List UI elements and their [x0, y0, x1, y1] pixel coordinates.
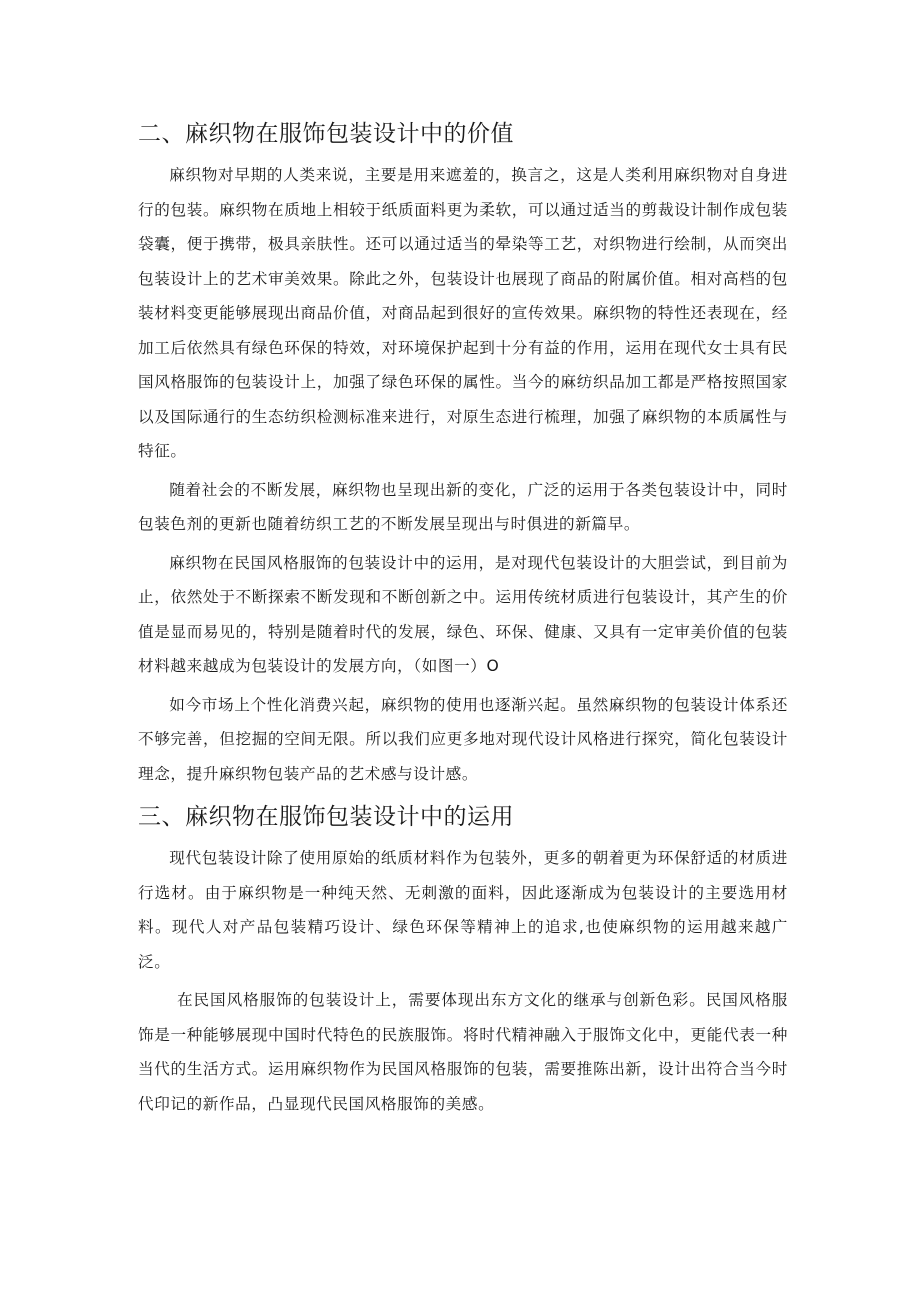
section-2-paragraph-1: 麻织物对早期的人类来说，主要是用来遮羞的，换言之，这是人类利用麻织物对自身进行的包装。麻织物在质地上相较于纸质面料更为柔软，可以通过适当的剪裁设计制作成包装袋囊，便于携带，极具亲肤性。还可以通过适当的晕染等工艺，对织物进行绘制，从而突出包装设计上的艺术审美效果。除此之外，包装设计也展现了商品的附属价值。相对高档的包装材料变更能够展现出商品价值，对商品起到很好的宣传效果。麻织物的特性还表现在，经加工后依然具有绿色环保的特效，对环境保护起到十分有益的作用，运用在现代女士具有民国风格服饰的包装设计上，加强了绿色环保的属性。当今的麻纺织品加工都是严格按照国家以及国际通行的生态纺织检测标准来进行，对原生态进行梳理，加强了麻织物的本质属性与特征。 — [138, 166, 788, 460]
section-3-paragraph-2: 在民国风格服饰的包装设计上，需要体现出东方文化的继承与创新色彩。民国风格服饰是一种能够展现中国时代特色的民族服饰。将时代精神融入于服饰文化中，更能代表一种当代的生活方式。运用麻织物作为民国风格服饰的包装，需要推陈出新，设计出符合当今时代印记的新作品，凸显现代民国风格服饰的美感。 — [138, 991, 788, 1113]
section-2-paragraph-4: 如今市场上个性化消费兴起，麻织物的使用也逐渐兴起。虽然麻织物的包装设计体系还不够完善，但挖掘的空间无限。所以我们应更多地对现代设计风格进行探究，简化包装设计理念，提升麻织物包装产品的艺术感与设计感。 — [138, 695, 788, 783]
section-3-heading: 三、麻织物在服饰包装设计中的运用 — [138, 804, 514, 830]
section-2-heading: 二、麻织物在服饰包装设计中的价值 — [138, 121, 514, 147]
section-2-paragraph-3: 麻织物在民国风格服饰的包装设计中的运用，是对现代包装设计的大胆尝试，到目前为止，依然处于不断探索不断发现和不断创新之中。运用传统材质进行包装设计，其产生的价值是显而易见的，特别是随着时代的发展，绿色、环保、健康、又具有一定审美价值的包装材料越来越成为包装设计的发展方向，（如图一）O — [138, 553, 788, 675]
document-page — [138, 112, 788, 1125]
section-2-paragraph-2: 随着社会的不断发展，麻织物也呈现出新的变化，广泛的运用于各类包装设计中，同时包装色剂的更新也随着纺织工艺的不断发展呈现出与时俱进的新篇早。 — [138, 480, 788, 533]
section-3-paragraph-1: 现代包装设计除了使用原始的纸质材料作为包装外，更多的朝着更为环保舒适的材质进行选材。由于麻织物是一种纯天然、无刺激的面料，因此逐渐成为包装设计的主要选用材料。现代人对产品包装精巧设计、绿色环保等精神上的追求,也使麻织物的运用越来越广泛。 — [138, 849, 788, 971]
